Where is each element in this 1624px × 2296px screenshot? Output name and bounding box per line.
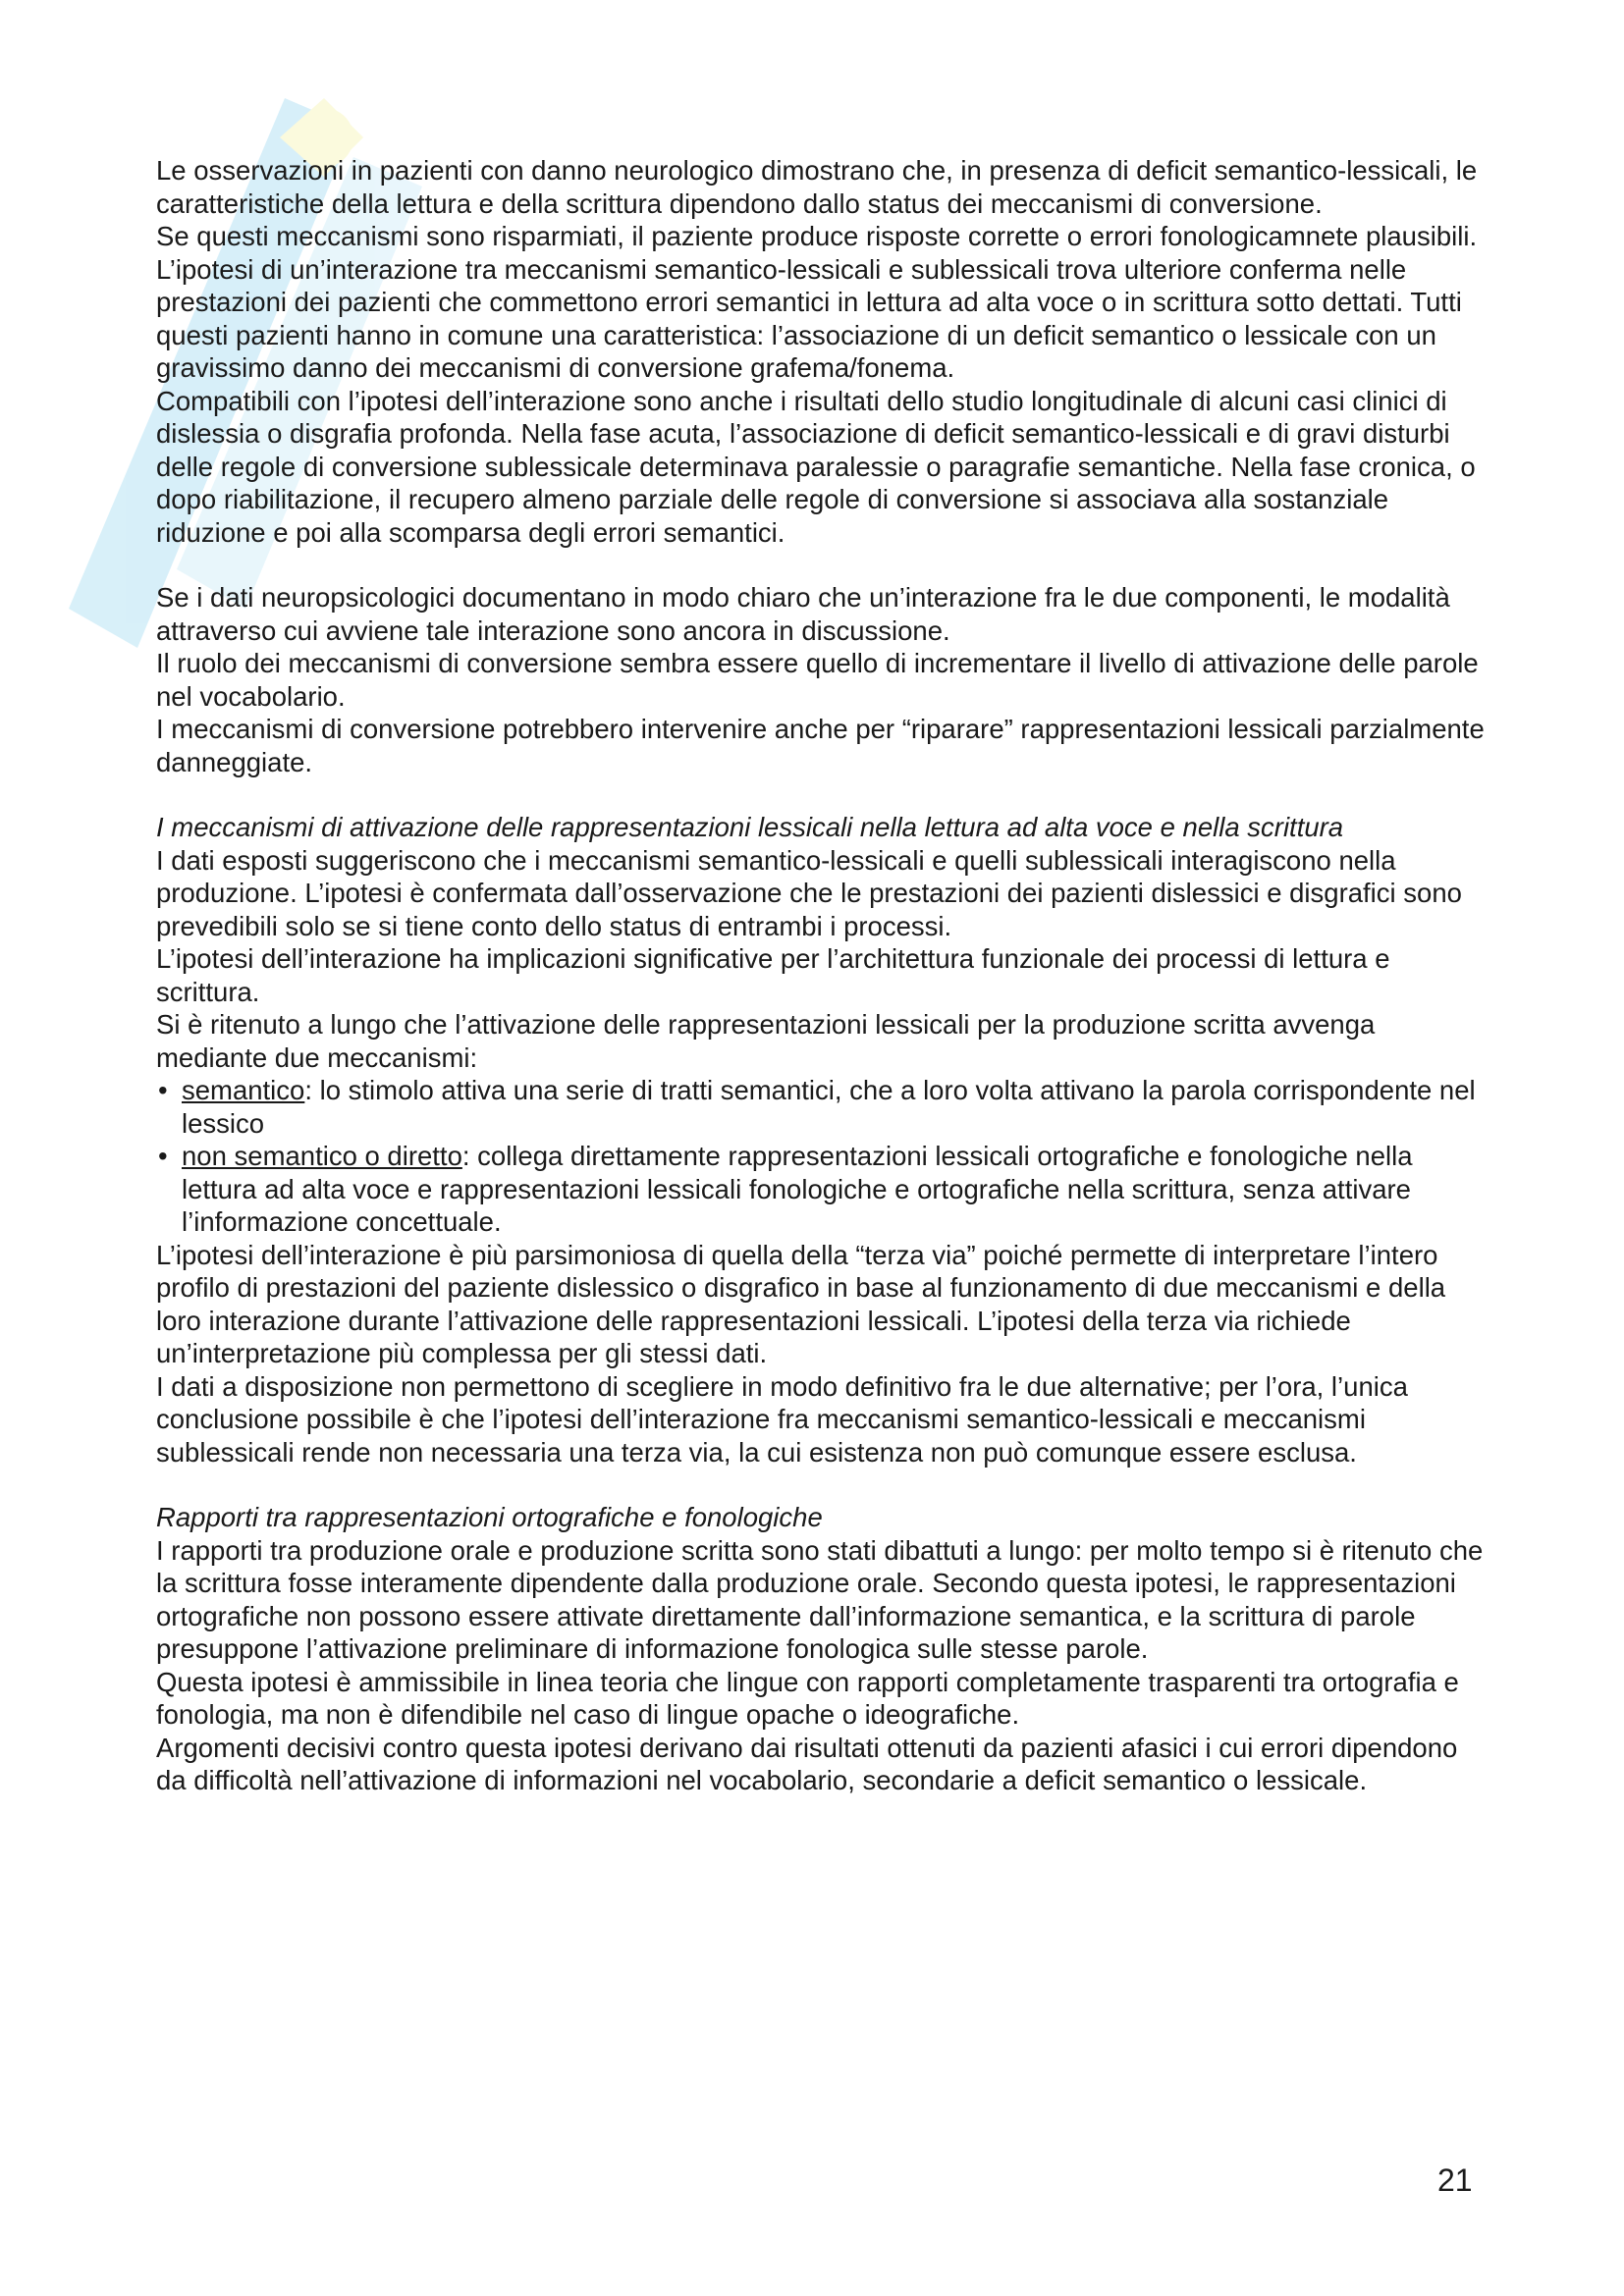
- paragraph: Compatibili con l’ipotesi dell’interazione sono anche i risultati dello studio longitudinale di alcuni casi clinici di dislessia o disgrafia profonda. Nella fase acuta, l’associazione di deficit semantico-lessicali e di gravi disturbi delle regole di conversione sublessicale determinava paralessie o paragrafie semantiche. Nella fase cronica, o dopo riabilitazione, il recupero almeno parziale delle regole di conversione si associava alla sostanziale riduzione e poi alla scomparsa degli errori semantici.: [156, 385, 1476, 548]
- paragraph: Si è ritenuto a lungo che l’attivazione delle rappresentazioni lessicali per la produzione scritta avvenga mediante due meccanismi:: [156, 1009, 1376, 1073]
- section-interaction-evidence: [156, 154, 1491, 549]
- paragraph: L’ipotesi dell’interazione ha implicazioni significative per l’architettura funzionale dei processi di lettura e scrittura.: [156, 943, 1390, 1007]
- section-heading: Rapporti tra rappresentazioni ortografiche e fonologiche: [156, 1502, 823, 1532]
- paragraph: I meccanismi di conversione potrebbero intervenire anche per “riparare” rappresentazioni lessicali parzialmente danneggiate.: [156, 714, 1485, 777]
- spacer: [156, 778, 1491, 811]
- section-interaction-modalities: [156, 581, 1491, 778]
- list-item: [156, 1140, 1491, 1239]
- list-item: [156, 1074, 1491, 1140]
- paragraph: Il ruolo dei meccanismi di conversione sembra essere quello di incrementare il livello di attivazione delle parole nel vocabolario.: [156, 648, 1479, 712]
- section-orthographic-phonological: [156, 1501, 1491, 1797]
- section-heading: I meccanismi di attivazione delle rappresentazioni lessicali nella lettura ad alta voce e nella scrittura: [156, 812, 1344, 842]
- paragraph: Le osservazioni in pazienti con danno neurologico dimostrano che, in presenza di deficit semantico-lessicali, le caratteristiche della lettura e della scrittura dipendono dallo status dei meccanismi di conversione.: [156, 155, 1478, 219]
- paragraph: I dati esposti suggeriscono che i meccanismi semantico-lessicali e quelli sublessicali interagiscono nella produzione. L’ipotesi è confermata dall’osservazione che le prestazioni dei pazienti dislessici e disgrafici sono prevedibili solo se si tiene conto dello status di entrambi i processi.: [156, 844, 1462, 941]
- paragraph: Questa ipotesi è ammissibile in linea teoria che lingue con rapporti completamente trasparenti tra ortografia e fonologia, ma non è difendibile nel caso di lingue opache o ideografiche.: [156, 1666, 1459, 1730]
- paragraph: Se questi meccanismi sono risparmiati, il paziente produce risposte corrette o errori fonologicamnete plausibili.: [156, 221, 1478, 251]
- paragraph: Se i dati neuropsicologici documentano in modo chiaro che un’interazione fra le due componenti, le modalità attraverso cui avviene tale interazione sono ancora in discussione.: [156, 582, 1450, 646]
- list-item-text: : collega direttamente rappresentazioni lessicali ortografiche e fonologiche nella lettura ad alta voce e rappresentazioni lessicali fonologiche e ortografiche nella scrittura, senza attivare l’informazione concettuale.: [182, 1141, 1413, 1237]
- page-number: 21: [1437, 2163, 1473, 2198]
- spacer: [156, 1468, 1491, 1501]
- document-body: [156, 154, 1491, 1797]
- section-activation-mechanisms: [156, 811, 1491, 1468]
- mechanism-list: [156, 1074, 1491, 1239]
- list-item-text: : lo stimolo attiva una serie di tratti semantici, che a loro volta attivano la parola corrispondente nel lessico: [182, 1075, 1476, 1139]
- paragraph: I rapporti tra produzione orale e produzione scritta sono stati dibattuti a lungo: per molto tempo si è ritenuto che la scrittura fosse interamente dipendente dalla produzione orale. Secondo questa ipotesi, le rappresentazioni ortografiche non possono essere attivate direttamente dall’informazione semantica, e la scrittura di parole presuppone l’attivazione preliminare di informazione fonologica sulle stesse parole.: [156, 1534, 1484, 1664]
- paragraph: L’ipotesi dell’interazione è più parsimoniosa di quella della “terza via” poiché permette di interpretare l’intero profilo di prestazioni del paziente dislessico o disgrafico in base al funzionamento di due meccanismi e della loro interazione durante l’attivazione delle rappresentazioni lessicali. L’ipotesi della terza via richiede un’interpretazione più complessa per gli stessi dati.: [156, 1239, 1446, 1368]
- paragraph: L’ipotesi di un’interazione tra meccanismi semantico-lessicali e sublessicali trova ulteriore conferma nelle prestazioni dei pazienti che commettono errori semantici in lettura ad alta voce o in scrittura sotto dettati. Tutti questi pazienti hanno in comune una caratteristica: l’associazione di un deficit semantico o lessicale con un gravissimo danno dei meccanismi di conversione grafema/fonema.: [156, 253, 1462, 383]
- paragraph: I dati a disposizione non permettono di scegliere in modo definitivo fra le due alternative; per l’ora, l’unica conclusione possibile è che l’ipotesi dell’interazione fra meccanismi semantico-lessicali e meccanismi sublessicali rende non necessaria una terza via, la cui esistenza non può comunque essere esclusa.: [156, 1370, 1408, 1468]
- list-item-term: semantico: [182, 1075, 305, 1105]
- paragraph: Argomenti decisivi contro questa ipotesi derivano dai risultati ottenuti da pazienti afasici i cui errori dipendono da difficoltà nell’attivazione di informazioni nel vocabolario, secondarie a deficit semantico o lessicale.: [156, 1732, 1458, 1795]
- list-item-term: non semantico o diretto: [182, 1141, 462, 1171]
- spacer: [156, 549, 1491, 581]
